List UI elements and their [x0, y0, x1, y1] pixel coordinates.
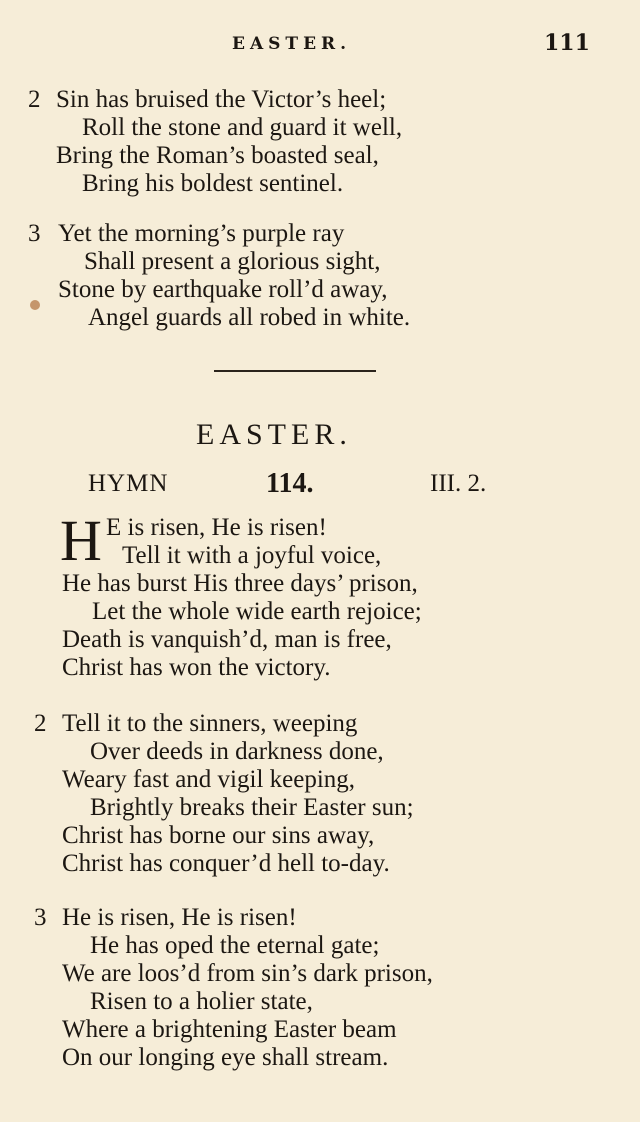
verse-line: Over deeds in darkness done,: [90, 738, 384, 765]
verse-line: We are loos’d from sin’s dark prison,: [62, 960, 433, 987]
ink-blot: [30, 300, 40, 310]
verse-line: Tell it to the sinners, weeping: [62, 710, 358, 737]
verse-line: Christ has borne our sins away,: [62, 822, 375, 849]
verse-number: 2: [28, 86, 41, 113]
verse-line: Risen to a holier state,: [90, 988, 313, 1015]
verse-line: He has burst His three days’ prison,: [62, 570, 418, 597]
section-divider: [214, 370, 376, 372]
verse-number: 2: [34, 710, 47, 737]
verse-line: He has oped the eternal gate;: [90, 932, 380, 959]
verse-line: Where a brightening Easter beam: [62, 1016, 397, 1043]
verse-line: Bring his boldest sentinel.: [82, 170, 344, 197]
hymn-heading: [0, 470, 640, 502]
verse-line: Weary fast and vigil keeping,: [62, 766, 356, 793]
hymn-meter: III. 2.: [430, 470, 487, 497]
section-title: EASTER.: [196, 418, 352, 451]
verse-line: Let the whole wide earth rejoice;: [92, 598, 422, 625]
verse-line: Christ has conquer’d hell to-day.: [62, 850, 390, 877]
verse-line: E is risen, He is risen!: [106, 514, 327, 541]
verse-number: 3: [34, 904, 47, 931]
verse-line: Christ has won the victory.: [62, 654, 331, 681]
verse-line: Shall present a glorious sight,: [84, 248, 381, 275]
running-title: EASTER.: [232, 34, 352, 54]
hymn-number: 114.: [266, 468, 314, 499]
verse-line: Bring the Roman’s boasted seal,: [56, 142, 379, 169]
page-number: 111: [544, 30, 590, 56]
verse-line: Stone by earthquake roll’d away,: [58, 276, 388, 303]
verse-line: Tell it with a joyful voice,: [122, 542, 382, 569]
verse-number: 3: [28, 220, 41, 247]
verse-line: Yet the morning’s purple ray: [58, 220, 345, 247]
verse-line: On our longing eye shall stream.: [62, 1044, 389, 1071]
verse-line: Angel guards all robed in white.: [88, 304, 411, 331]
verse-line: He is risen, He is risen!: [62, 904, 297, 931]
running-head: [0, 32, 640, 62]
verse-line: Death is vanquish’d, man is free,: [62, 626, 392, 653]
verse-line: Sin has bruised the Victor’s heel;: [56, 86, 387, 113]
verse-line: Brightly breaks their Easter sun;: [90, 794, 414, 821]
drop-cap: H: [60, 508, 102, 573]
verse-line: Roll the stone and guard it well,: [82, 114, 403, 141]
hymn-label: HYMN: [88, 470, 169, 497]
